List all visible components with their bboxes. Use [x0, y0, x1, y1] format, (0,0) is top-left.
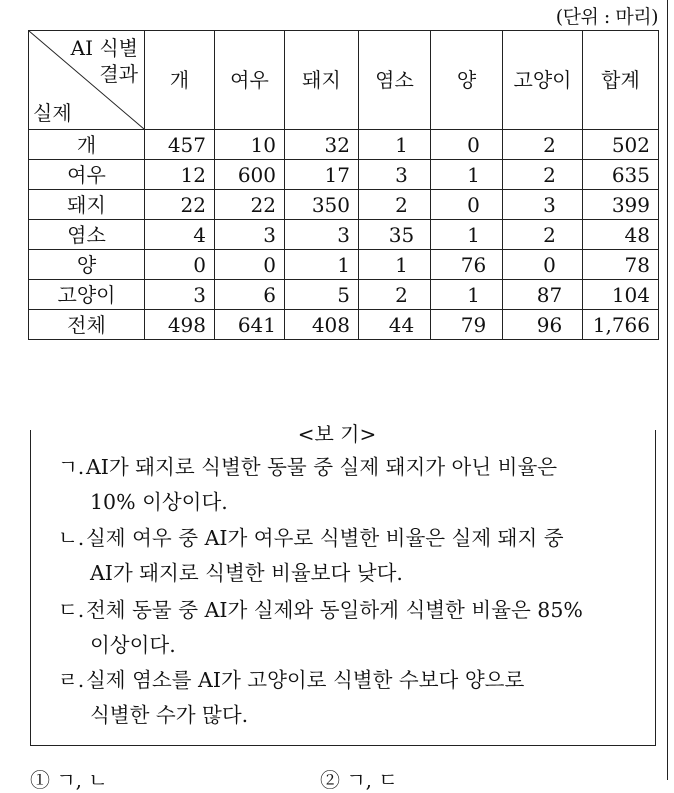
item-text-line1: 실제 염소를 AI가 고양이로 식별한 수보다 양으로	[86, 668, 525, 692]
answer-choice[interactable]: ② ㄱ, ㄷ	[320, 768, 398, 792]
table-row	[29, 310, 659, 340]
table-cell: 2	[503, 130, 583, 160]
table-cell: 1	[285, 250, 359, 280]
table-cell: 1	[431, 280, 503, 310]
data-table	[28, 30, 659, 340]
table-cell: 6	[215, 280, 285, 310]
table-cell: 44	[359, 310, 431, 340]
table-cell: 1	[359, 130, 431, 160]
table-cell: 87	[503, 280, 583, 310]
row-header: 양	[29, 250, 145, 280]
corner-column-label	[71, 35, 138, 87]
table-cell: 600	[215, 160, 285, 190]
table-cell: 350	[285, 190, 359, 220]
table-cell: 10	[215, 130, 285, 160]
table-cell: 3	[503, 190, 583, 220]
table-cell: 1,766	[583, 310, 659, 340]
answer-choice[interactable]: ① ㄱ, ㄴ	[30, 768, 108, 792]
table-cell: 96	[503, 310, 583, 340]
table-cell: 1	[431, 220, 503, 250]
table-cell: 22	[145, 190, 215, 220]
table-cell: 17	[285, 160, 359, 190]
table-cell: 32	[285, 130, 359, 160]
row-header: 개	[29, 130, 145, 160]
item-text-line2: AI가 돼지로 식별한 비율보다 낮다.	[90, 561, 403, 585]
column-header: 돼지	[285, 31, 359, 130]
table-cell: 76	[431, 250, 503, 280]
column-header: 합계	[583, 31, 659, 130]
table-row	[29, 160, 659, 190]
corner-top-line2: 결과	[99, 62, 138, 86]
table-cell: 3	[145, 280, 215, 310]
item-marker: ㄷ.	[58, 598, 85, 622]
table-cell: 3	[359, 160, 431, 190]
table-cell: 35	[359, 220, 431, 250]
item-text-line2: 이상이다.	[90, 633, 176, 657]
table-cell: 2	[503, 220, 583, 250]
item-text-line1: 실제 여우 중 AI가 여우로 식별한 비율은 실제 돼지 중	[86, 526, 564, 550]
row-header: 돼지	[29, 190, 145, 220]
row-header: 여우	[29, 160, 145, 190]
table-cell: 399	[583, 190, 659, 220]
table-cell: 0	[503, 250, 583, 280]
table-cell: 3	[285, 220, 359, 250]
item-text-line2: 10% 이상이다.	[90, 490, 228, 514]
table-row	[29, 220, 659, 250]
item-text-line1: 전체 동물 중 AI가 실제와 동일하게 식별한 비율은 85%	[86, 598, 583, 622]
table-cell: 12	[145, 160, 215, 190]
table-cell: 2	[359, 280, 431, 310]
table-cell: 408	[285, 310, 359, 340]
table-corner-cell	[29, 31, 145, 130]
page-divider	[667, 0, 668, 780]
table-cell: 498	[145, 310, 215, 340]
table-cell: 48	[583, 220, 659, 250]
column-header: 고양이	[503, 31, 583, 130]
item-text-line2: 식별한 수가 많다.	[90, 703, 249, 727]
item-marker: ㄱ.	[58, 455, 85, 479]
item-text-line1: AI가 돼지로 식별한 동물 중 실제 돼지가 아닌 비율은	[86, 455, 558, 479]
table-cell: 5	[285, 280, 359, 310]
item-marker: ㄴ.	[58, 526, 85, 550]
table-cell: 78	[583, 250, 659, 280]
table-cell: 4	[145, 220, 215, 250]
table-row	[29, 250, 659, 280]
corner-row-label: 실제	[33, 101, 72, 125]
item-marker: ㄹ.	[58, 668, 85, 692]
table-cell: 635	[583, 160, 659, 190]
table-cell: 0	[431, 190, 503, 220]
table-row	[29, 280, 659, 310]
column-header: 여우	[215, 31, 285, 130]
row-header: 전체	[29, 310, 145, 340]
table-cell: 502	[583, 130, 659, 160]
column-header: 염소	[359, 31, 431, 130]
bogi-title-text: <보 기>	[294, 422, 381, 446]
table-row	[29, 130, 659, 160]
table-cell: 2	[503, 160, 583, 190]
row-header: 염소	[29, 220, 145, 250]
table-cell: 0	[431, 130, 503, 160]
table-cell: 2	[359, 190, 431, 220]
column-header: 양	[431, 31, 503, 130]
table-cell: 22	[215, 190, 285, 220]
table-row	[29, 190, 659, 220]
table-cell: 3	[215, 220, 285, 250]
table-cell: 79	[431, 310, 503, 340]
table-cell: 0	[215, 250, 285, 280]
table-cell: 457	[145, 130, 215, 160]
corner-top-line1: AI 식별	[70, 36, 138, 60]
table-cell: 0	[145, 250, 215, 280]
table-cell: 1	[431, 160, 503, 190]
row-header: 고양이	[29, 280, 145, 310]
table-cell: 641	[215, 310, 285, 340]
table-cell: 104	[583, 280, 659, 310]
unit-label: (단위 : 마리)	[555, 6, 658, 28]
column-header: 개	[145, 31, 215, 130]
table-cell: 1	[359, 250, 431, 280]
